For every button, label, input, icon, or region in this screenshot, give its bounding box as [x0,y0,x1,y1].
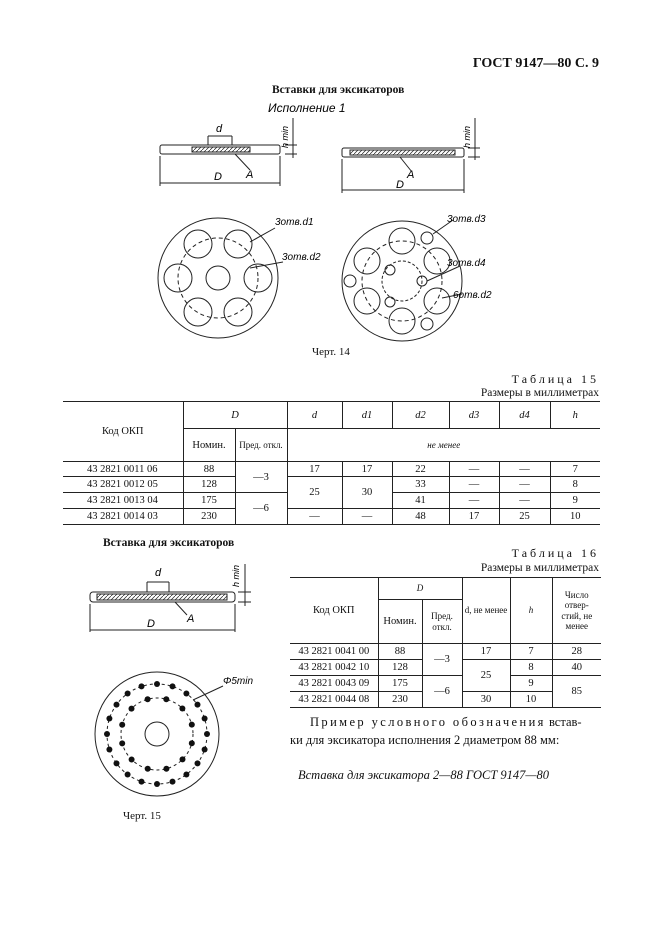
small-hole [119,740,125,746]
small-hole [170,683,176,689]
small-hole [180,756,186,762]
small-hole [125,691,131,697]
small-hole [114,702,120,708]
th-D: D [183,402,287,429]
table-16 [290,577,601,708]
example-paragraph [290,713,601,749]
section-title-desiccator-inserts: Вставки для эксикаторов [272,84,405,96]
small-hole [114,760,120,766]
table-16-caption: Таблица 16 [511,546,599,560]
page-header: ГОСТ 9147—80 С. 9 [472,56,599,71]
th-not-less: не менее [287,429,600,462]
small-hole [170,779,176,785]
table-15 [63,401,600,525]
small-hole [106,716,112,722]
small-hole [195,760,201,766]
small-hole [145,696,151,702]
small-hole [189,740,195,746]
small-hole [129,706,135,712]
small-hole [202,747,208,753]
label-d-15: d [155,567,162,579]
th-d2: d2 [392,402,449,429]
label-D-2: D [396,179,404,191]
drawing-14 [150,98,500,343]
label-A-15: A [187,613,195,625]
label-d2: 3отв.d2 [282,252,321,263]
th-d-16: d, не менее [462,578,510,644]
table-15-caption: Таблица 15 [511,372,599,386]
small-hole [202,716,208,722]
small-hole [183,691,189,697]
small-hole [163,766,169,772]
table-row: 43 2821 0043 09 175 —6 9 85 [290,676,601,692]
table-row: 43 2821 0012 05 128 25 30 33 — — 8 [63,477,600,493]
small-hole [125,772,131,778]
table-row: 43 2821 0013 04 175 —6 41 — — 9 [63,493,600,509]
th-d: d [287,402,342,429]
label-hmin-15: h min [231,564,241,587]
label-hmin-2: h min [462,125,472,148]
variant-label: Исполнение 1 [268,101,346,115]
th-nom: Номин. [183,429,235,462]
label-d2b: 6отв.d2 [453,290,492,301]
small-hole [204,731,210,737]
th-h-16: h [510,578,552,644]
small-hole [189,722,195,728]
example-heading-rest: встав- [545,715,582,729]
label-D: D [214,171,222,183]
section-title-desiccator-insert: Вставка для эксикаторов [103,537,235,549]
table-row: 43 2821 0014 03 230 — — 48 17 25 10 [63,509,600,525]
small-hole [183,772,189,778]
th-h: h [550,402,600,429]
table-16-unit: Размеры в миллиметрах [480,562,599,574]
small-hole [139,683,145,689]
label-d1: 3отв.d1 [275,217,314,228]
example-heading: Пример условного обозначения [310,715,546,729]
label-A-2: A [407,169,415,181]
small-hole [106,747,112,753]
label-d4: 3отв.d4 [447,258,486,269]
th-d4: d4 [499,402,550,429]
th-d3: d3 [449,402,499,429]
th-code-16: Код ОКП [290,578,378,644]
small-hole [195,702,201,708]
th-dev: Пред. откл. [235,429,287,462]
small-hole [139,779,145,785]
label-D-15: D [147,618,155,630]
caption-drawing-15: Черт. 15 [123,810,161,822]
label-A: A [246,169,254,181]
label-hmin: h min [280,125,290,148]
small-hole [145,766,151,772]
small-hole [104,731,110,737]
small-hole [129,757,135,763]
small-hole [119,722,125,728]
small-hole [154,781,160,787]
drawing-15 [75,552,275,807]
table-15-unit: Размеры в миллиметрах [480,387,599,399]
label-d3: 3отв.d3 [447,214,486,225]
small-hole [179,706,185,712]
table-row: 43 2821 0041 00 88 —3 17 7 28 [290,644,601,660]
th-nom-16: Номин. [378,600,422,644]
example-line-2: ки для эксикатора исполнения 2 диаметром 88 мм: [290,733,560,747]
th-code: Код ОКП [63,402,183,462]
table-row: 43 2821 0042 10 128 25 8 40 [290,660,601,676]
label-hole-15: Φ5min [223,676,254,687]
th-dev-16: Пред. откл. [422,600,462,644]
small-hole [154,681,160,687]
th-D-16: D [378,578,462,600]
example-designation: Вставка для эксикатора 2—88 ГОСТ 9147—80 [298,768,550,782]
th-holes-16: Число отвер- стий, не менее [552,578,601,644]
caption-drawing-14: Черт. 14 [312,346,350,358]
label-d: d [216,123,223,135]
th-d1: d1 [342,402,392,429]
table-row: 43 2821 0011 06 88 —3 17 17 22 — — 7 [63,462,600,477]
table-row: 43 2821 0044 08 230 30 10 [290,692,601,708]
small-hole [163,696,169,702]
